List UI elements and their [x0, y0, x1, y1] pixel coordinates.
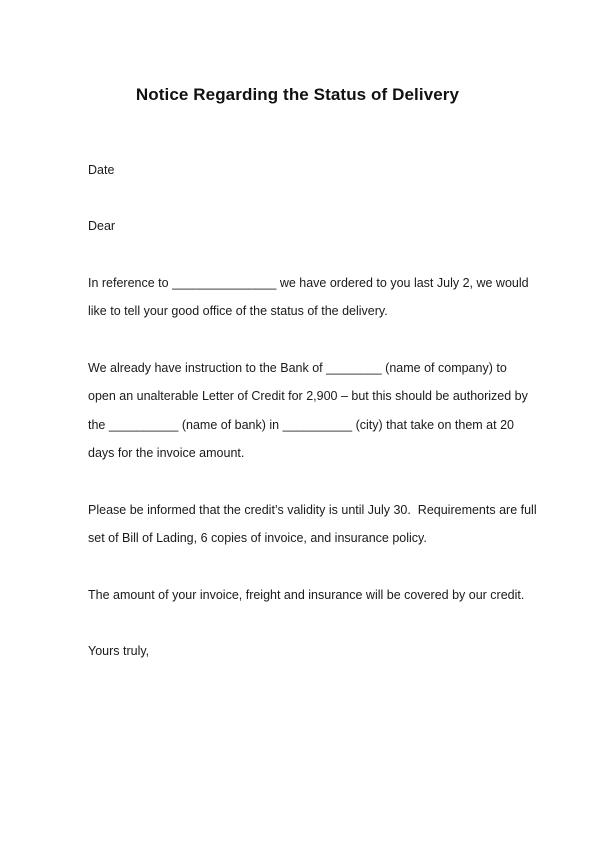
paragraph-2-line-2: open an unalterable Letter of Credit for 2,900 – but this should be authorized by [88, 389, 528, 403]
document-title: Notice Regarding the Status of Delivery [135, 85, 460, 104]
paragraph-1-line-1: In reference to _______________ we have ordered to you last July 2, we would [88, 276, 529, 290]
paragraph-1-line-2: like to tell your good office of the status of the delivery. [88, 304, 388, 318]
paragraph-4-line-1: The amount of your invoice, freight and insurance will be covered by our credit. [88, 588, 525, 602]
paragraph-2-line-3: the __________ (name of bank) in __________ (city) that take on them at 20 [88, 418, 514, 432]
closing: Yours truly, [88, 644, 150, 658]
salutation: Dear [88, 219, 116, 233]
paragraph-3-line-2: set of Bill of Lading, 6 copies of invoice, and insurance policy. [88, 531, 427, 545]
date-label: Date [88, 163, 115, 177]
paragraph-3-line-1: Please be informed that the credit’s validity is until July 30. Requirements are full [88, 503, 537, 517]
paragraph-2-line-4: days for the invoice amount. [88, 446, 245, 460]
paragraph-2-line-1: We already have instruction to the Bank of ________ (name of company) to [88, 361, 507, 375]
